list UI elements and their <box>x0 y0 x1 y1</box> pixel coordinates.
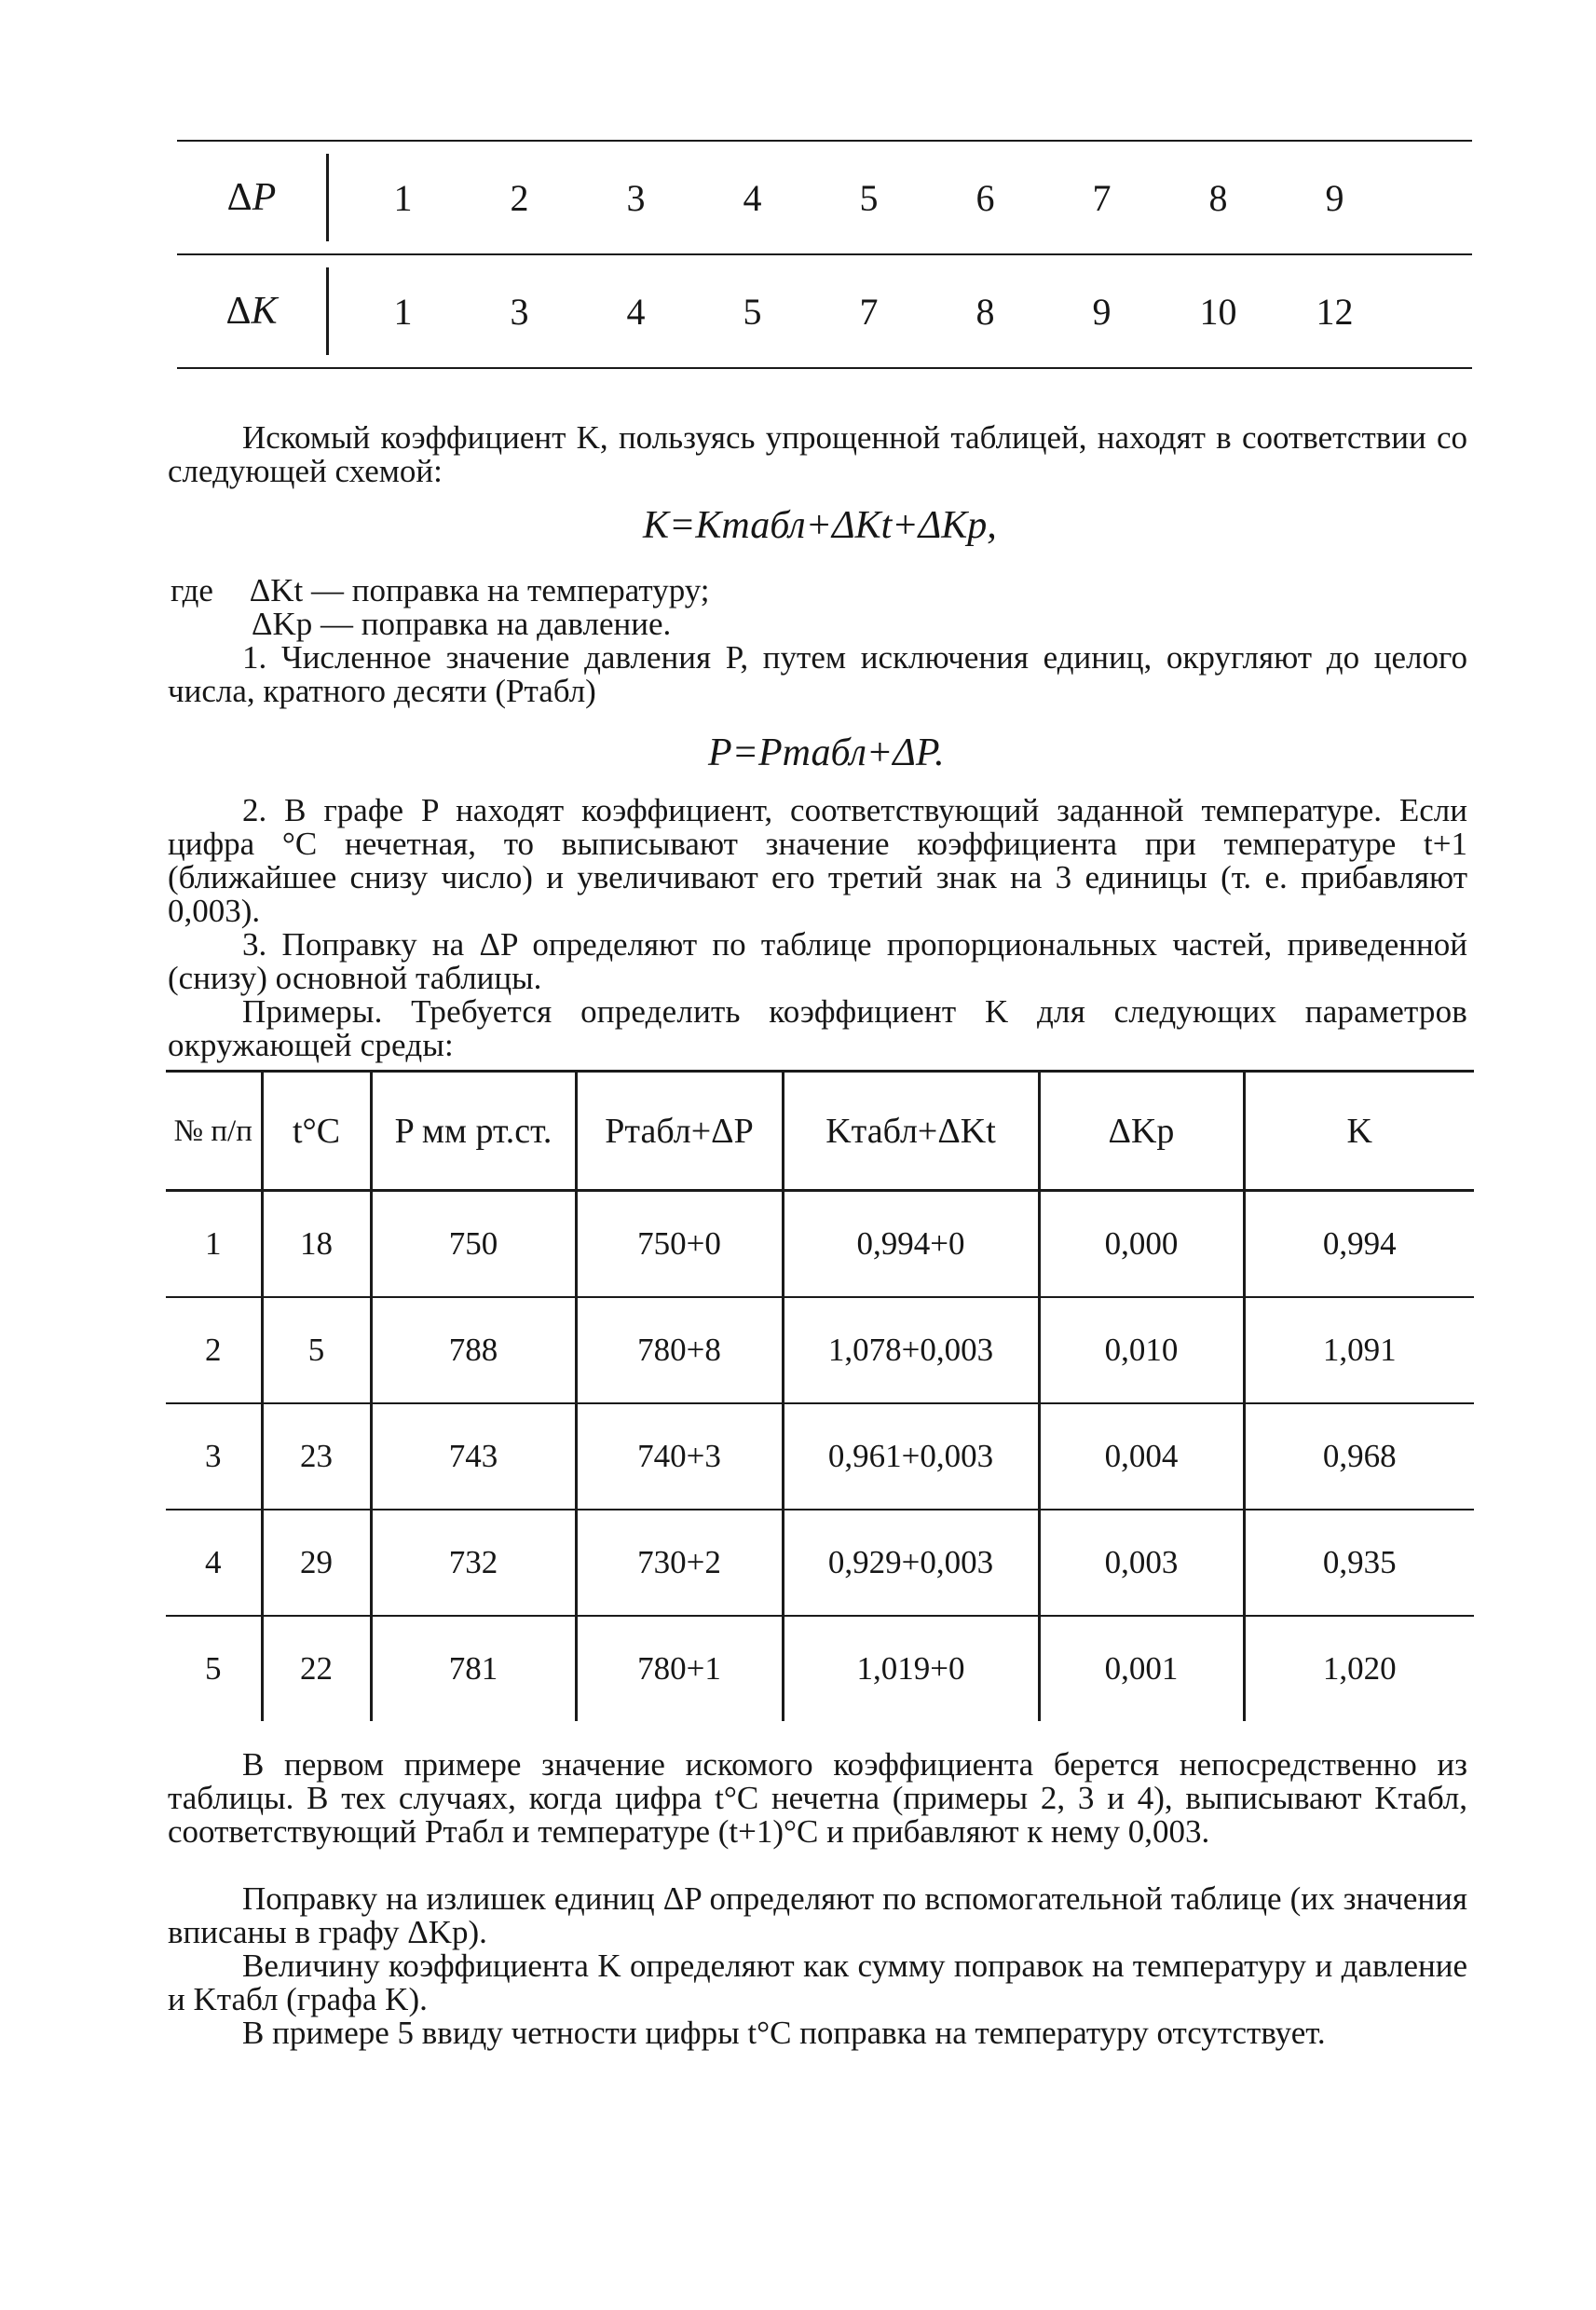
table-cell: 0,961+0,003 <box>783 1403 1039 1510</box>
table-cell: 2 <box>510 176 529 219</box>
header-cell: K <box>1244 1072 1474 1191</box>
table-cell: 5 <box>859 176 879 219</box>
table-row <box>166 1403 1474 1510</box>
table-cell: 4 <box>166 1510 262 1616</box>
table-cell: 23 <box>262 1403 371 1510</box>
formula-p: P=Pтабл+ΔP. <box>708 731 945 774</box>
table-cell: 730+2 <box>576 1510 783 1616</box>
table-cell: 18 <box>262 1191 371 1298</box>
paragraph-after-4: В примере 5 ввиду четности цифры t°C поправка на температуру отсутствует. <box>242 2015 1326 2051</box>
correction-row-dk: ΔK 1 3 4 5 7 8 9 10 12 <box>177 255 1472 367</box>
table-cell: 781 <box>371 1616 576 1721</box>
table-cell: 6 <box>975 176 995 219</box>
paragraph-examples-intro: Примеры. Требуется определить коэффициент K для следующих параметров окружающей среды: <box>168 993 1467 1063</box>
column-divider <box>326 267 329 355</box>
paragraph-intro: Искомый коэффициент K, пользуясь упрощенной таблицей, находят в соответствии со следующей схемой: <box>168 419 1467 489</box>
table-cell: 3 <box>166 1403 262 1510</box>
table-cell: 9 <box>1325 176 1344 219</box>
paragraph-step-2: 2. В графе P находят коэффициент, соответствующий заданной температуре. Если цифра °C нечетная, то выписывают значение коэффициента при температуре t+1 (ближайшее снизу число) и увеличивают его третий знак на 3 единицы (т. е. прибавляют 0,003). <box>168 792 1467 929</box>
table-cell: 5 <box>743 290 762 333</box>
table-cell: 0,994 <box>1244 1191 1474 1298</box>
table-cell: 0,003 <box>1039 1510 1244 1616</box>
table-cell: 9 <box>1092 290 1112 333</box>
table-cell: 29 <box>262 1510 371 1616</box>
table-cell: 7 <box>859 290 879 333</box>
table-cell: 4 <box>743 176 762 219</box>
table-cell: 5 <box>205 1650 222 1687</box>
paragraph-step-1: 1. Численное значение давления P, путем исключения единиц, округляют до целого числа, кратного десяти (Pтабл) <box>168 639 1467 709</box>
table-header-row <box>166 1072 1474 1191</box>
table-cell: 1,019+0 <box>783 1616 1039 1721</box>
paragraph-after-1: В первом примере значение искомого коэффициента берется непосредственно из таблицы. В тех случаях, когда цифра t°C нечетна (примеры 2, 3 и 4), выписывают Kтабл, соответствующий Pтабл и температуре (t+1)°C и прибавляют к нему 0,003. <box>168 1746 1467 1850</box>
table-cell: 10 <box>1199 290 1237 333</box>
legend-temperature: где ΔKt — поправка на температуру; <box>171 572 710 608</box>
table-cell: 22 <box>262 1616 371 1721</box>
table-cell: 12 <box>1316 290 1354 333</box>
header-cell: P мм рт.ст. <box>371 1072 576 1191</box>
table-row <box>166 1616 1474 1721</box>
table-cell: 1 <box>166 1191 262 1298</box>
header-cell: ΔKp <box>1039 1072 1244 1191</box>
table-row <box>166 1191 1474 1298</box>
table-cell: 3 <box>510 290 529 333</box>
table-cell: 750 <box>371 1191 576 1298</box>
table-rule <box>177 367 1472 369</box>
header-cell: Pтабл+ΔP <box>576 1072 783 1191</box>
table-cell: 8 <box>975 290 995 333</box>
table-row <box>166 1510 1474 1616</box>
table-cell: 3 <box>626 176 646 219</box>
table-cell: 0,010 <box>1039 1297 1244 1403</box>
paragraph-after-3: Величину коэффициента K определяют как сумму поправок на температуру и давление и Kтабл (графа K). <box>168 1948 1467 2017</box>
table-cell: 0,004 <box>1039 1403 1244 1510</box>
table-cell: 1,078+0,003 <box>783 1297 1039 1403</box>
table-cell: 0,000 <box>1039 1191 1244 1298</box>
table-cell: 1 <box>393 176 413 219</box>
table-cell: 1 <box>393 290 413 333</box>
table-cell: 2 <box>166 1297 262 1403</box>
column-divider <box>326 154 329 241</box>
table-cell: 7 <box>1092 176 1112 219</box>
table-cell: 750+0 <box>576 1191 783 1298</box>
table-cell: 5 <box>262 1297 371 1403</box>
paragraph-step-3: 3. Поправку на ΔP определяют по таблице пропорциональных частей, приведенной (снизу) основной таблицы. <box>168 926 1467 996</box>
table-row <box>166 1297 1474 1403</box>
table-cell: 1,091 <box>1244 1297 1474 1403</box>
table-cell: 1,020 <box>1244 1616 1474 1721</box>
table-cell: 0,968 <box>1244 1403 1474 1510</box>
table-cell: 788 <box>371 1297 576 1403</box>
header-cell: Kтабл+ΔKt <box>783 1072 1039 1191</box>
table-cell: 732 <box>371 1510 576 1616</box>
header-cell: t°C <box>262 1072 371 1191</box>
paragraph-after-2: Поправку на излишек единиц ΔP определяют по вспомогательной таблице (их значения вписаны в графу ΔKp). <box>168 1880 1467 1950</box>
table-cell: 0,929+0,003 <box>783 1510 1039 1616</box>
examples-table <box>166 1070 1474 1721</box>
table-cell: 743 <box>371 1403 576 1510</box>
formula-k: K=Kтабл+ΔKt+ΔKp, <box>643 504 997 547</box>
table-cell: 780+8 <box>576 1297 783 1403</box>
correction-row-dp: ΔP 1 2 3 4 5 6 7 8 9 <box>177 142 1472 253</box>
table-cell: 0,994+0 <box>783 1191 1039 1298</box>
header-cell: № п/п <box>166 1072 262 1191</box>
table-cell: 0,001 <box>1039 1616 1244 1721</box>
table-cell: 740+3 <box>576 1403 783 1510</box>
table-cell: 4 <box>626 290 646 333</box>
table-cell: 780+1 <box>576 1616 783 1721</box>
legend-pressure: ΔKp — поправка на давление. <box>252 606 672 642</box>
table-cell: 0,935 <box>1244 1510 1474 1616</box>
table-cell: 8 <box>1208 176 1228 219</box>
correction-table <box>177 140 1472 369</box>
